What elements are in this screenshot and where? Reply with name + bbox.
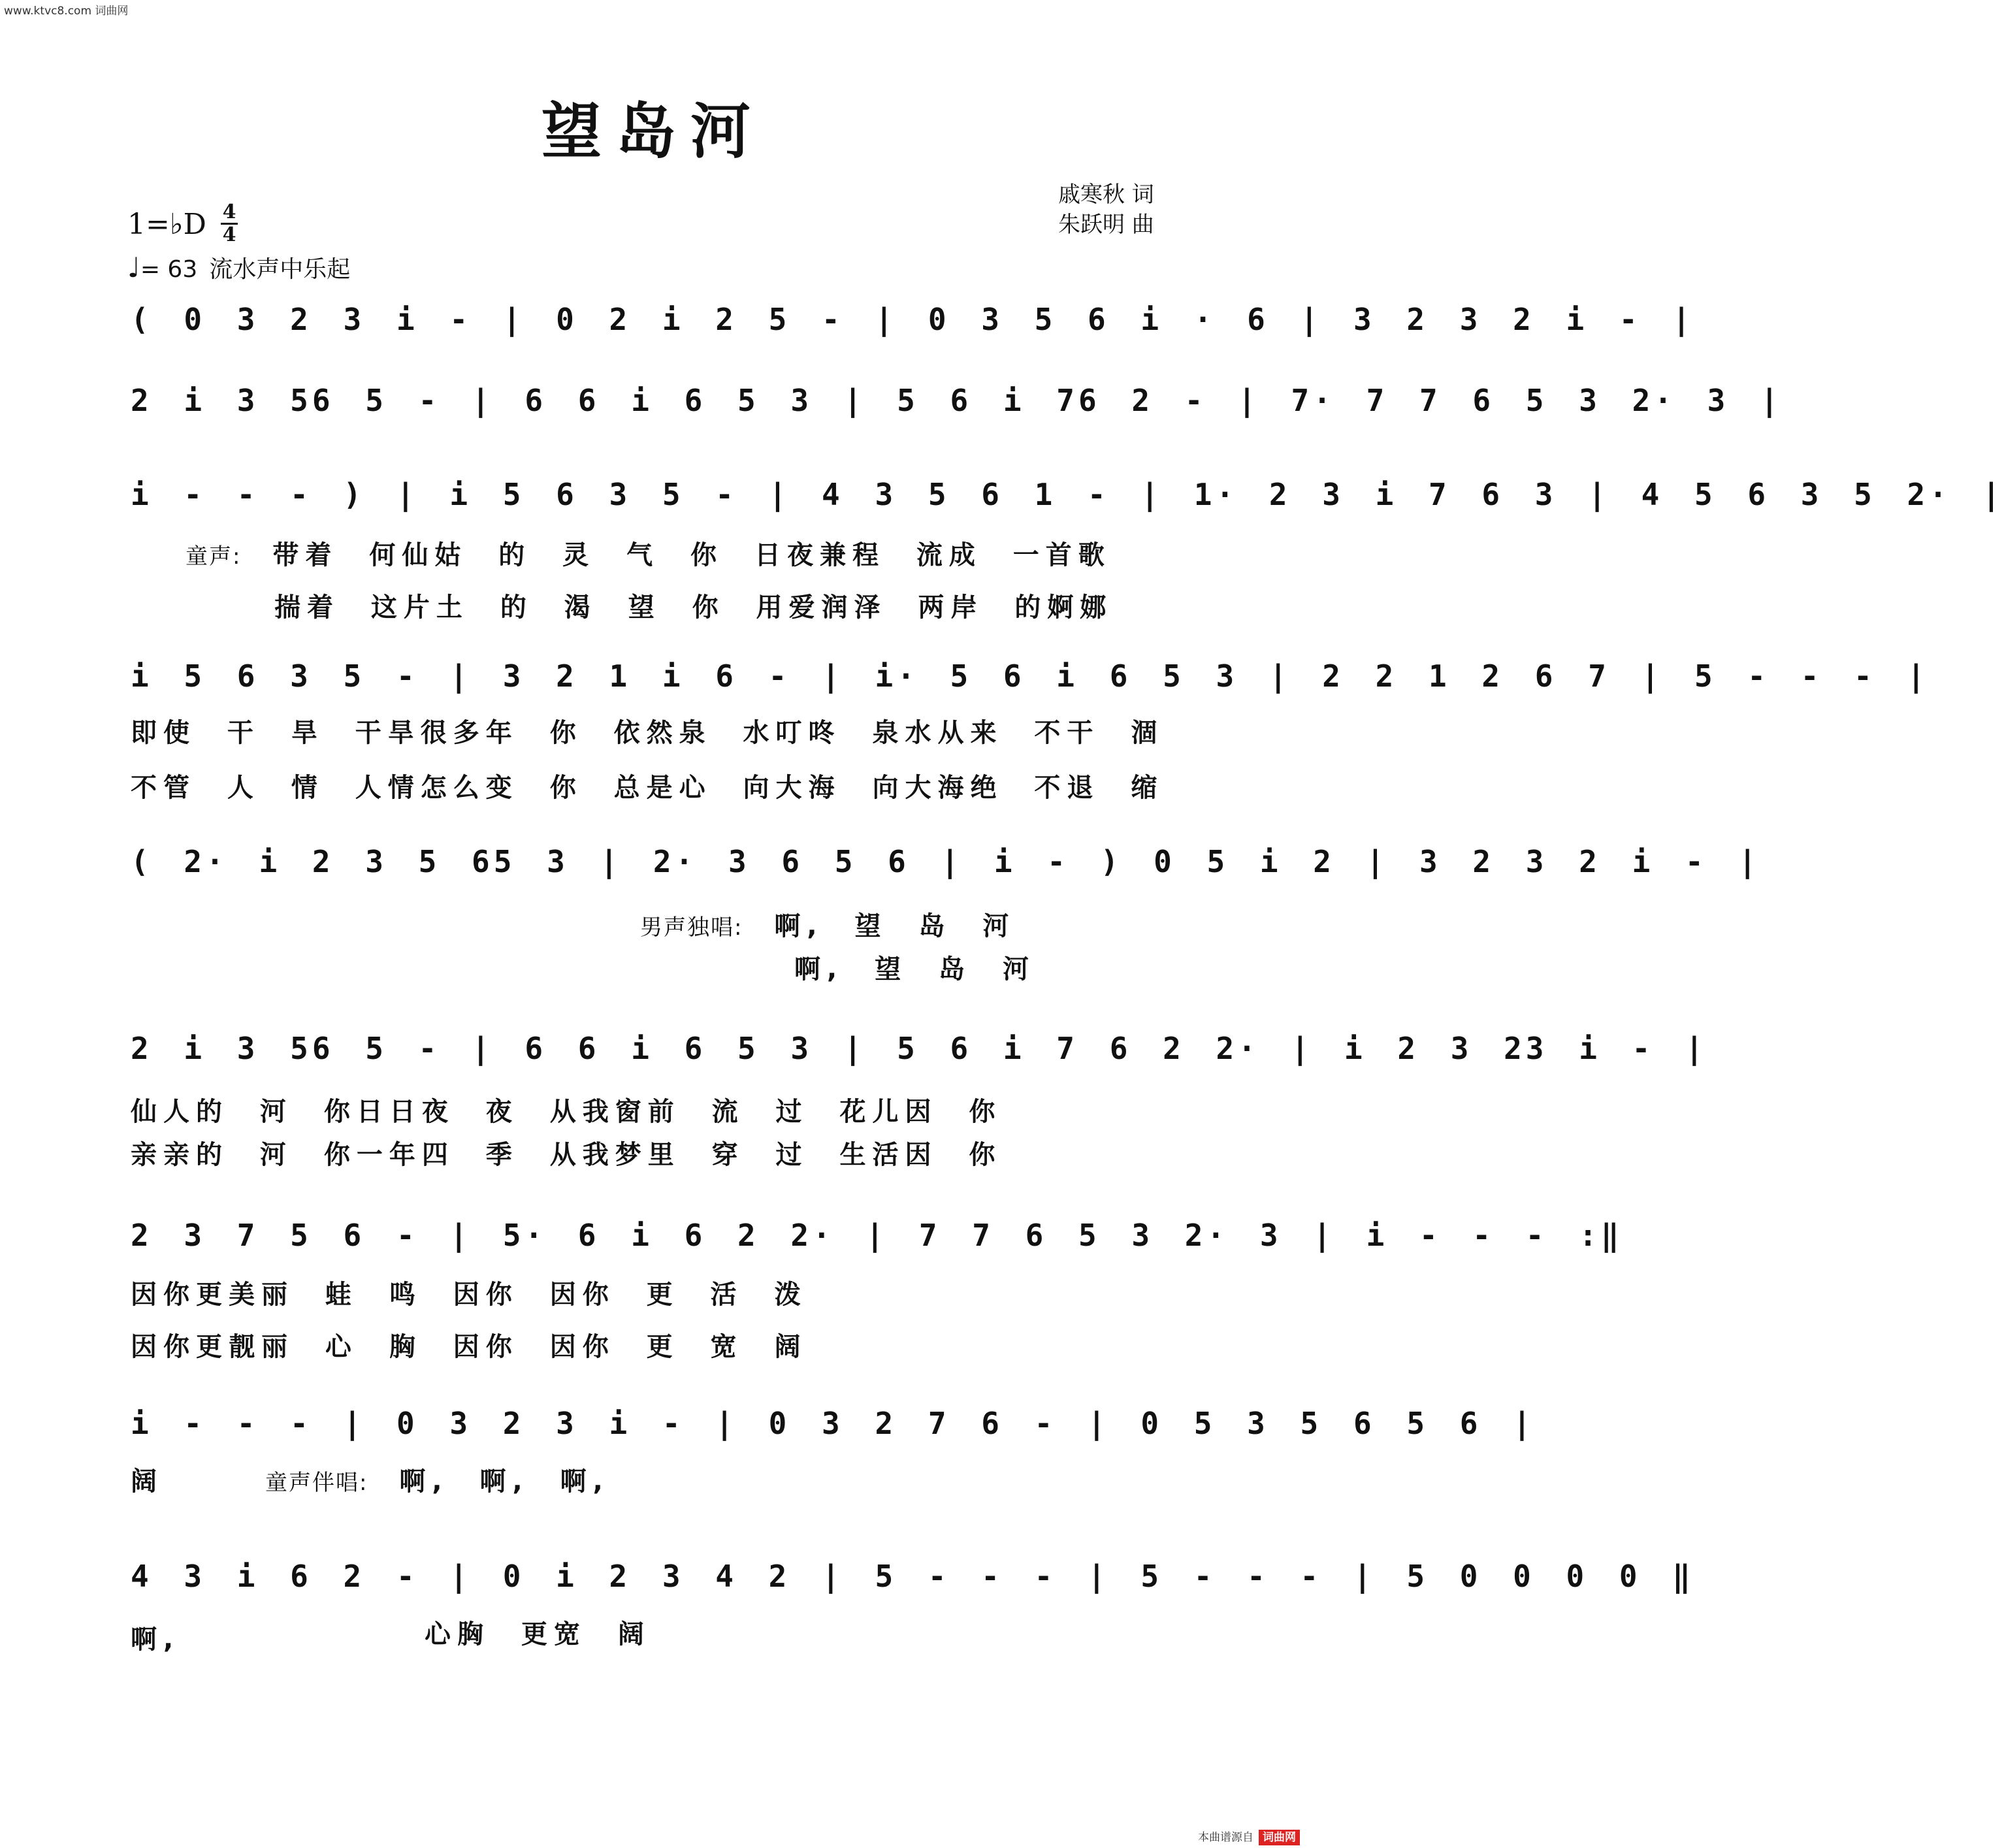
song-title: 望岛河 xyxy=(541,97,765,167)
tempo-marking xyxy=(127,251,350,284)
lyric-text: 啊, 望 岛 河 xyxy=(774,911,1016,941)
lyric-line xyxy=(186,534,1111,572)
score-row-1 xyxy=(131,302,1694,354)
lyric-text: 阔 xyxy=(131,1467,163,1497)
composer: 朱跃明 曲 xyxy=(1058,212,1154,238)
lyric-text: 啊, 啊, 啊, xyxy=(399,1467,609,1497)
score-row-3 xyxy=(131,477,2004,529)
lyric-line xyxy=(640,905,1015,943)
voice-label: 男声独唱: xyxy=(640,915,743,941)
time-numerator: 4 xyxy=(222,201,236,223)
score-row-7 xyxy=(131,1218,1623,1270)
lyric-line xyxy=(265,1461,609,1498)
lyric-line: 亲亲的 河 你一年四 季 从我梦里 穿 过 生活因 你 xyxy=(131,1140,1002,1170)
lyric-line: 啊, xyxy=(131,1625,180,1655)
lyric-line: 心胸 更宽 阔 xyxy=(425,1619,651,1649)
notation: 2 3 7 5 6 - | 5· 6 i 6 2 2· | 7 7 6 5 3 2· 3 | i - - - :‖ xyxy=(131,1218,1623,1253)
key-signature: 1=♭D xyxy=(127,208,206,241)
lyric-line: 啊, 望 岛 河 xyxy=(794,954,1035,984)
lyric-line xyxy=(131,1461,163,1498)
lyric-text: 带着 何仙姑 的 灵 气 你 日夜兼程 流成 一首歌 xyxy=(272,540,1111,570)
lyric-line: 仙人的 河 你日日夜 夜 从我窗前 流 过 花儿因 你 xyxy=(131,1097,1002,1127)
notation: i 5 6 3 5 - | 3 2 1 i 6 - | i· 5 6 i 6 5 3 | 2 2 1 2 6 7 | 5 - - - | xyxy=(131,658,1930,694)
quarter-note-icon: ♩ xyxy=(127,251,140,284)
lyric-line: 即使 干 旱 干旱很多年 你 依然泉 水叮咚 泉水从来 不干 涸 xyxy=(131,718,1164,748)
lyric-line: 因你更靓丽 心 胸 因你 因你 更 宽 阔 xyxy=(131,1332,807,1362)
score-row-5 xyxy=(131,844,1761,896)
lyric-line: 揣着 这片土 的 渴 望 你 用爱润泽 两岸 的婀娜 xyxy=(274,592,1113,623)
voice-label: 童声伴唱: xyxy=(265,1470,368,1496)
tempo-value: = 63 xyxy=(140,256,198,283)
time-signature xyxy=(221,203,238,245)
score-row-2 xyxy=(131,383,1783,435)
footer-note: 本曲谱源自 xyxy=(1198,1831,1253,1844)
notation: ( 0 3 2 3 i - | 0 2 i 2 5 - | 0 3 5 6 i · 6 | 3 2 3 2 i - | xyxy=(131,302,1694,337)
notation: 4 3 i 6 2 - | 0 i 2 3 4 2 | 5 - - - | 5 - - - | 5 0 0 0 0 ‖ xyxy=(131,1559,1694,1594)
notation: i - - - | 0 3 2 3 i - | 0 3 2 7 6 - | 0 5 3 5 6 5 6 | xyxy=(131,1406,1535,1441)
intro-note: 流水声中乐起 xyxy=(209,256,351,283)
footer-watermark xyxy=(1198,1828,1300,1844)
score-row-4 xyxy=(131,658,1930,711)
notation: 2 i 3 56 5 - | 6 6 i 6 5 3 | 5 6 i 76 2 - | 7· 7 7 6 5 3 2· 3 | xyxy=(131,383,1783,418)
notation: ( 2· i 2 3 5 65 3 | 2· 3 6 5 6 | i - ) 0 5 i 2 | 3 2 3 2 i - | xyxy=(131,844,1761,879)
lyricist: 戚寒秋 词 xyxy=(1058,182,1154,208)
lyric-line: 不管 人 情 人情怎么变 你 总是心 向大海 向大海绝 不退 缩 xyxy=(131,773,1164,803)
footer-brand: 词曲网 xyxy=(1259,1830,1300,1845)
score-row-8 xyxy=(131,1406,1535,1458)
notation: i - - - ) | i 5 6 3 5 - | 4 3 5 6 1 - | 1· 2 3 i 7 6 3 | 4 5 6 3 5 2· | xyxy=(131,477,2004,512)
notation: 2 i 3 56 5 - | 6 6 i 6 5 3 | 5 6 i 7 6 2 2· | i 2 3 23 i - | xyxy=(131,1031,1707,1066)
voice-label: 童声: xyxy=(186,543,242,570)
lyric-line: 因你更美丽 蛙 鸣 因你 因你 更 活 泼 xyxy=(131,1280,807,1310)
score-row-6 xyxy=(131,1031,1707,1083)
site-watermark: www.ktvc8.com 词曲网 xyxy=(4,5,129,18)
time-denominator: 4 xyxy=(222,223,236,246)
score-row-9 xyxy=(131,1559,1694,1611)
